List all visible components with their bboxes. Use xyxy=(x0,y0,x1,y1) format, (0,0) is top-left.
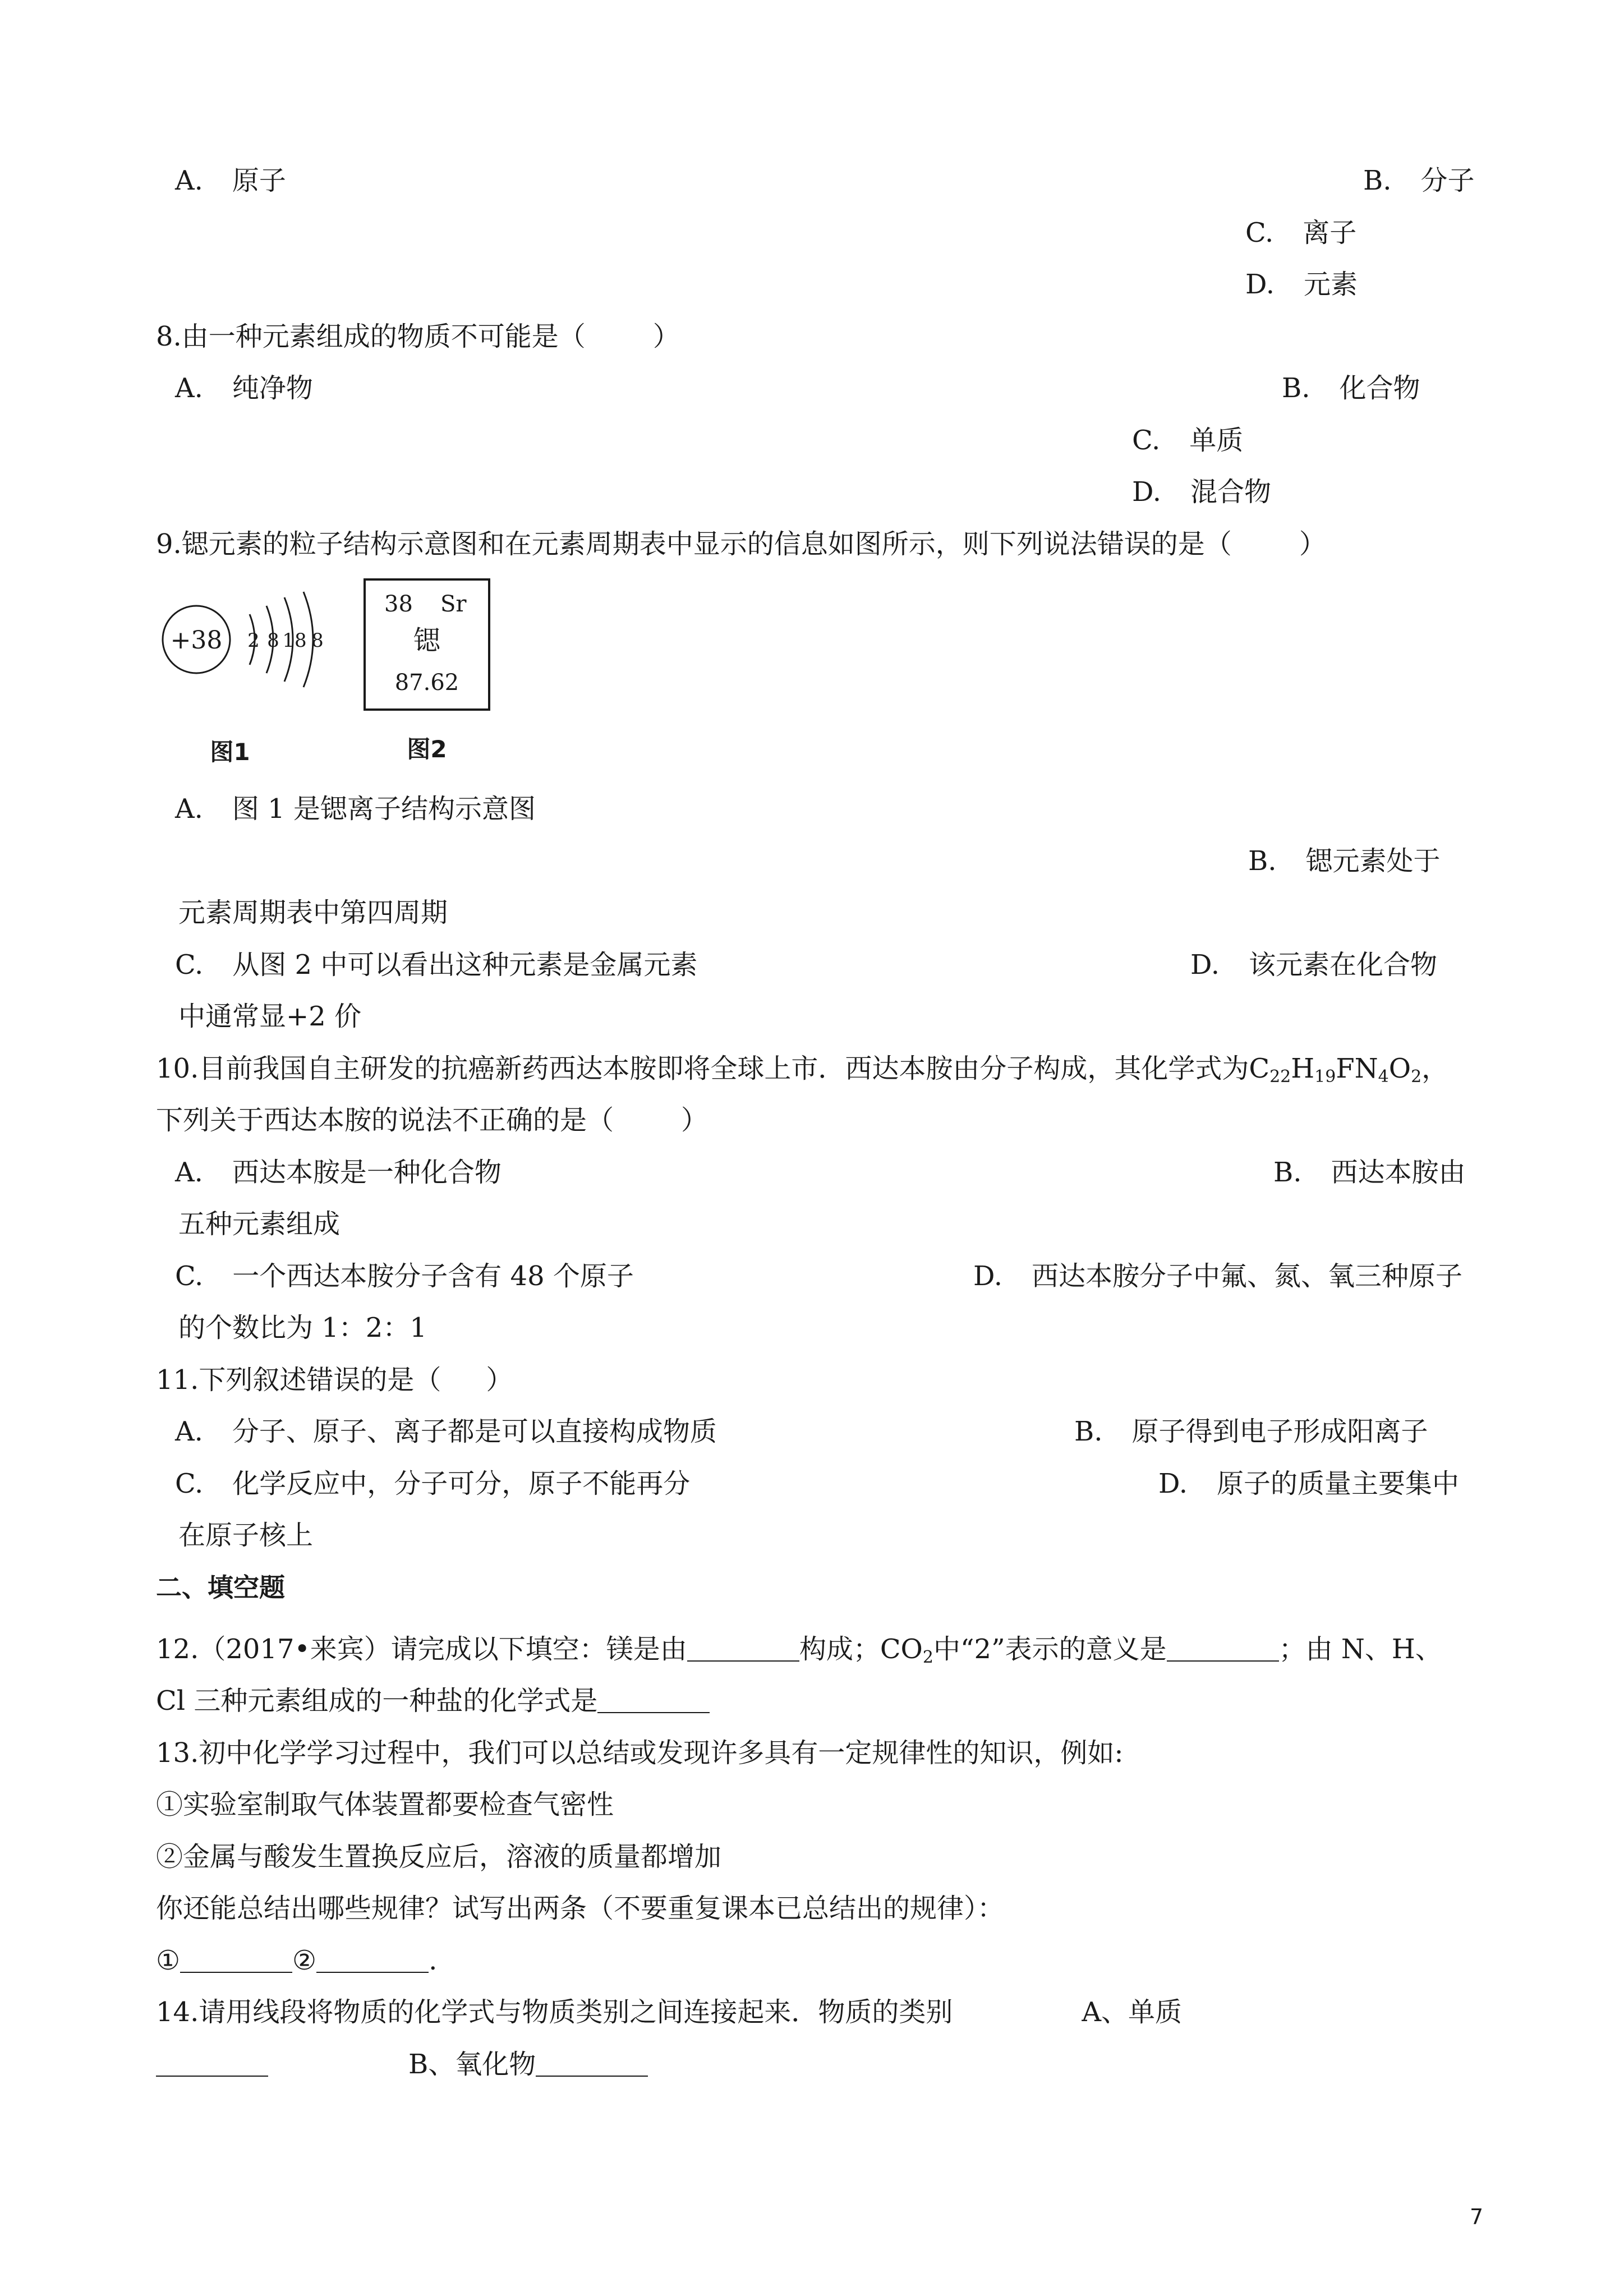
option-text: 混合物 xyxy=(1190,476,1272,508)
answer-blank[interactable] xyxy=(1167,1638,1279,1662)
option-text: 图 1 是锶离子结构示意图 xyxy=(232,793,536,825)
q10-option-d xyxy=(973,1259,1462,1293)
option-label: D. xyxy=(1245,269,1275,300)
q7-option-c xyxy=(1245,216,1356,250)
q10-stem: 10.目前我国自主研发的抗癌新药西达本胺即将全球上市．西达本胺由分子构成，其化学式为$C_{22}H_{19}FN_4O_2$， xyxy=(156,1053,1449,1087)
option-label: A. xyxy=(175,372,203,404)
q9-option-d xyxy=(1190,948,1437,982)
option-label: B. xyxy=(1074,1416,1103,1447)
category-a: A、单质 xyxy=(1082,1996,1183,2028)
element-name: 锶 xyxy=(413,625,441,656)
q12-stem-line2: Cl 三种元素组成的一种盐的化学式是 xyxy=(156,1684,710,1718)
figure2-caption: 图2 xyxy=(407,735,447,763)
option-text: 元素 xyxy=(1304,269,1358,300)
q14-stem: 14.请用线段将物质的化学式与物质类别之间连接起来．物质的类别 A、单质 xyxy=(156,1996,1183,2028)
figure1-caption: 图1 xyxy=(210,738,250,766)
option-text: 分子、原子、离子都是可以直接构成物质 xyxy=(232,1416,717,1447)
q12-stem: 12.（2017•来宾）请完成以下填空：镁是由 构成；$CO_2$中“2”表示的意义是 ；由 N、H、 xyxy=(156,1634,1442,1667)
answer-blank[interactable] xyxy=(180,1949,292,1973)
q8-option-c xyxy=(1132,424,1243,457)
answer-blank[interactable] xyxy=(316,1949,429,1973)
q10-option-b xyxy=(1273,1156,1466,1189)
q10-stem-line2: 下列关于西达本胺的说法不正确的是（ ） xyxy=(156,1105,709,1136)
q9-option-d-wrap: 中通常显+2 价 xyxy=(178,1001,362,1032)
option-text: 离子 xyxy=(1303,217,1357,249)
q8-option-a xyxy=(175,371,313,405)
q9-option-c xyxy=(175,948,697,982)
q7-option-d xyxy=(1245,268,1358,301)
q13-answer-line: ① ② . xyxy=(156,1945,438,1976)
strontium-diagram xyxy=(160,575,519,777)
option-label: D. xyxy=(1132,476,1162,508)
section-heading: 二、填空题 xyxy=(156,1572,285,1603)
shell-electron-count: 18 xyxy=(282,629,307,652)
option-label: D. xyxy=(1190,949,1220,981)
q13-stem: 13.初中化学学习过程中，我们可以总结或发现许多具有一定规律性的知识，例如: xyxy=(156,1737,1124,1769)
option-label: C. xyxy=(175,1468,204,1499)
q13-question: 你还能总结出哪些规律？试写出两条（不要重复课本已总结出的规律）： xyxy=(156,1893,1005,1924)
q8-stem: 8.由一种元素组成的物质不可能是（ ） xyxy=(156,321,680,352)
option-text: 原子的质量主要集中 xyxy=(1217,1468,1460,1499)
answer-blank[interactable] xyxy=(536,2053,648,2077)
q13-example-2: ②金属与酸发生置换反应后，溶液的质量都增加 xyxy=(156,1841,722,1872)
option-label: C. xyxy=(1132,425,1161,456)
q11-option-c xyxy=(175,1467,690,1501)
q9-option-b-wrap: 元素周期表中第四周期 xyxy=(178,897,448,928)
option-text: 单质 xyxy=(1189,425,1244,456)
category-b: B、氧化物 xyxy=(408,2049,536,2080)
q10-option-c xyxy=(175,1259,634,1293)
option-text: 西达本胺由 xyxy=(1331,1157,1466,1188)
option-text: 该元素在化合物 xyxy=(1249,949,1438,981)
option-text: 纯净物 xyxy=(232,372,313,404)
q7-option-a xyxy=(175,164,286,197)
option-label: D. xyxy=(973,1260,1003,1292)
atomic-mass: 87.62 xyxy=(394,670,459,696)
option-label: C. xyxy=(1245,217,1274,249)
q10-option-b-wrap: 五种元素组成 xyxy=(178,1208,341,1240)
option-label: A. xyxy=(175,1416,203,1447)
option-label: B. xyxy=(1273,1157,1302,1188)
q9-stem: 9.锶元素的粒子结构示意图和在元素周期表中显示的信息如图所示，则下列说法错误的是（ ） xyxy=(156,528,1326,560)
option-text: 原子得到电子形成阳离子 xyxy=(1131,1416,1428,1447)
option-label: A. xyxy=(175,1157,203,1188)
option-text: 从图 2 中可以看出这种元素是金属元素 xyxy=(232,949,698,981)
answer-blank[interactable] xyxy=(597,1690,710,1713)
q11-option-b xyxy=(1074,1415,1428,1448)
option-text: 分子 xyxy=(1420,165,1475,196)
q9-option-b xyxy=(1248,844,1441,878)
answer-blank[interactable] xyxy=(156,2053,268,2077)
q7-option-b xyxy=(1363,164,1475,197)
q11-stem: 11.下列叙述错误的是（ ） xyxy=(156,1364,513,1396)
page-number: 7 xyxy=(1470,2205,1484,2229)
option-text: 化合物 xyxy=(1339,372,1420,404)
option-text: 锶元素处于 xyxy=(1305,845,1441,877)
q8-option-d xyxy=(1132,475,1271,509)
option-text: 西达本胺是一种化合物 xyxy=(232,1157,502,1188)
shell-electron-count: 2 xyxy=(247,629,260,652)
option-label: C. xyxy=(175,949,204,981)
element-symbol: Sr xyxy=(440,591,467,617)
shell-electron-count: 8 xyxy=(267,629,279,652)
q10-option-a xyxy=(175,1156,502,1189)
answer-blank[interactable] xyxy=(687,1638,799,1662)
option-label: C. xyxy=(175,1260,204,1292)
option-label: B. xyxy=(1282,372,1310,404)
option-text: 原子 xyxy=(232,165,286,196)
q11-option-a xyxy=(175,1415,717,1448)
q11-option-d xyxy=(1158,1467,1459,1501)
option-label: D. xyxy=(1158,1468,1188,1499)
q11-option-d-wrap: 在原子核上 xyxy=(178,1520,314,1551)
periodic-table-cell-figure xyxy=(365,579,489,763)
option-label: A. xyxy=(175,793,203,825)
nucleus-charge: +38 xyxy=(170,626,223,655)
atomic-number: 38 xyxy=(384,591,413,617)
q14-line2 xyxy=(156,2047,648,2081)
shell-electron-count: 8 xyxy=(311,629,324,652)
option-text: 一个西达本胺分子含有 48 个原子 xyxy=(232,1260,634,1292)
option-text: 西达本胺分子中氟、氮、氧三种原子 xyxy=(1032,1260,1463,1292)
atom-structure-figure xyxy=(163,592,324,766)
option-label: B. xyxy=(1248,845,1277,877)
q8-option-b xyxy=(1282,371,1420,405)
strontium-figures xyxy=(160,575,519,777)
option-label: A. xyxy=(175,165,203,196)
option-text: 化学反应中，分子可分，原子不能再分 xyxy=(232,1468,691,1499)
option-label: B. xyxy=(1363,165,1392,196)
q13-example-1: ①实验室制取气体装置都要检查气密性 xyxy=(156,1789,614,1820)
chemical-formula: $C_{22}H_{19}FN_4O_2$ xyxy=(1249,1053,1422,1087)
q9-option-a xyxy=(175,792,536,826)
q10-option-d-wrap: 的个数比为 1：2：1 xyxy=(178,1312,427,1343)
